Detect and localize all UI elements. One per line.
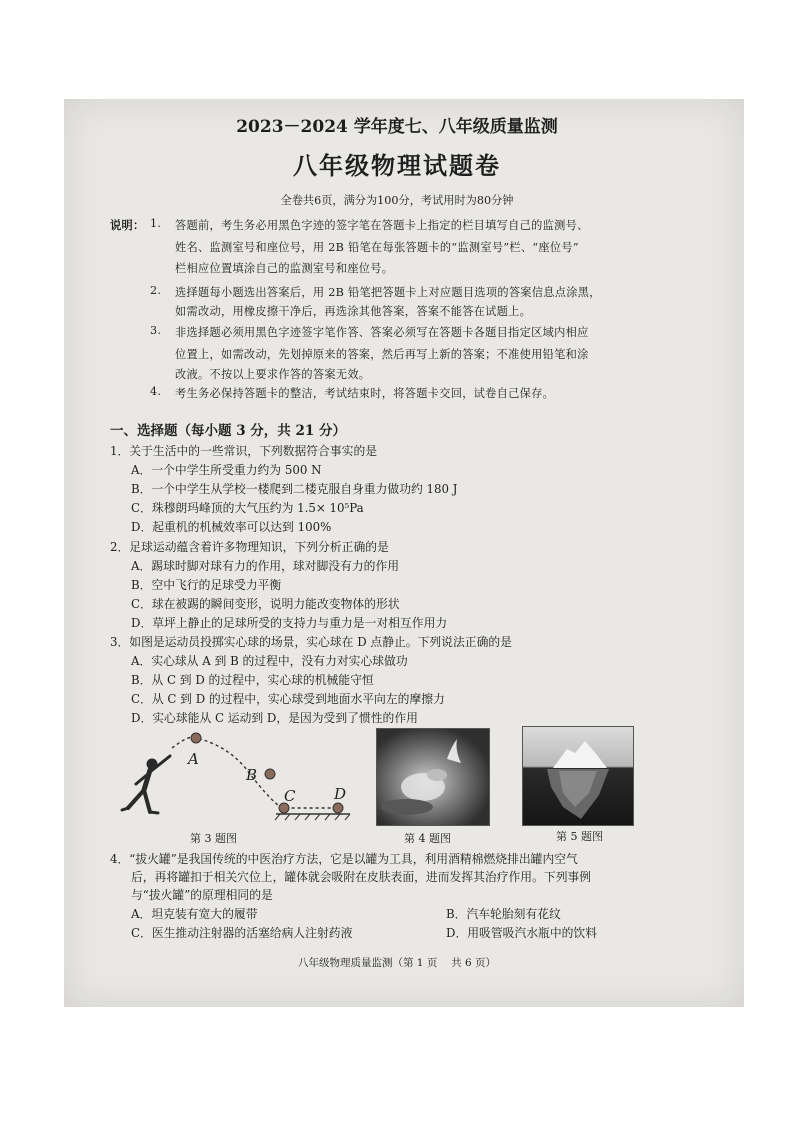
question-4-stem: 后，再将罐扣于相关穴位上，罐体就会吸附在皮肤表面，进而发挥其治疗作用。下列事例: [131, 870, 592, 884]
instruction-3-line: 非选择题必须用黑色字迹签字笔作答、答案必须写在答题卡各题目指定区域内相应: [175, 326, 589, 339]
question-2-stem: 2．足球运动蕴含着许多物理知识，下列分析正确的是: [110, 540, 389, 554]
figure-4-photo: [376, 728, 490, 826]
instruction-3-num: 3.: [150, 324, 162, 337]
question-2-option-a: A．踢球时脚对球有力的作用，球对脚没有力的作用: [131, 559, 400, 573]
exam-meta: 全卷共6页，满分为100分，考试用时为80分钟: [280, 194, 514, 207]
question-4-option-d: D．用吸管吸汽水瓶中的饮料: [446, 926, 598, 940]
question-1-option-c: C．珠穆朗玛峰顶的大气压约为 1.5× 10⁵Pa: [131, 501, 364, 515]
label-b: B: [246, 766, 258, 784]
question-2-option-c: C．球在被踢的瞬间变形，说明力能改变物体的形状: [131, 597, 400, 611]
figure-5-caption: 第 5 题图: [556, 830, 603, 843]
figure-3-diagram: [110, 726, 370, 826]
ball-d-icon: [333, 803, 343, 813]
label-d: D: [334, 785, 347, 803]
question-1-stem: 1．关于生活中的一些常识，下列数据符合事实的是: [110, 444, 378, 458]
instruction-4-line: 考生务必保持答题卡的整洁，考试结束时，将答题卡交回，试卷自己保存。: [175, 387, 555, 400]
exam-title: 八年级物理试题卷: [293, 151, 501, 180]
question-4-stem: 4．“拔火罐”是我国传统的中医治疗方法，它是以罐为工具，利用酒精棉燃烧排出罐内空气: [110, 852, 578, 866]
instruction-2-num: 2.: [150, 284, 162, 297]
question-4-stem: 与“拔火罐”的原理相同的是: [131, 888, 273, 902]
question-3-stem: 3．如图是运动员投掷实心球的场景，实心球在 D 点静止。下列说法正确的是: [110, 635, 512, 649]
figure-3-caption: 第 3 题图: [190, 832, 237, 845]
instruction-4-num: 4.: [150, 385, 162, 398]
section-title: 一、选择题（每小题 3 分，共 21 分）: [110, 423, 346, 439]
question-4-option-c: C．医生推动注射器的活塞给病人注射药液: [131, 926, 353, 940]
figure-4-caption: 第 4 题图: [404, 832, 451, 845]
instruction-2-line: 选择题每小题选出答案后，用 2B 铅笔把答题卡上对应题目选项的答案信息点涂黑，: [175, 286, 601, 299]
label-a: A: [188, 750, 199, 768]
question-1-option-d: D．起重机的机械效率可以达到 100%: [131, 520, 332, 534]
instruction-1-line: 姓名、监测室号和座位号，用 2B 铅笔在每张答题卡的“监测室号”栏、“座位号”: [175, 241, 579, 254]
question-1-option-a: A．一个中学生所受重力约为 500 N: [131, 463, 322, 477]
instruction-3-line: 位置上，如需改动，先划掉原来的答案，然后再写上新的答案；不准使用铅笔和涂: [175, 348, 589, 361]
question-2-option-b: B．空中飞行的足球受力平衡: [131, 578, 282, 592]
question-3-option-c: C．从 C 到 D 的过程中，实心球受到地面水平向左的摩擦力: [131, 692, 445, 706]
instruction-1-line: 栏相应位置填涂自己的监测室号和座位号。: [175, 262, 394, 275]
question-2-option-d: D．草坪上静止的足球所受的支持力与重力是一对相互作用力: [131, 616, 448, 630]
instructions-label: 说明：: [110, 218, 145, 232]
question-1-option-b: B．一个中学生从学校一楼爬到二楼克服自身重力做功约 180 J: [131, 482, 458, 496]
instruction-3-line: 改液。不按以上要求作答的答案无效。: [175, 368, 371, 381]
instruction-2-line: 如需改动，用橡皮擦干净后，再选涂其他答案，答案不能答在试题上。: [175, 305, 532, 318]
page-footer: 八年级物理质量监测（第 1 页 共 6 页）: [297, 957, 497, 969]
question-4-option-a: A．坦克装有宽大的履带: [131, 907, 258, 921]
exam-title-line1: 2023－2024 学年度七、八年级质量监测: [236, 117, 558, 137]
ball-b-icon: [265, 769, 275, 779]
label-c: C: [284, 787, 296, 805]
question-3-option-a: A．实心球从 A 到 B 的过程中，没有力对实心球做功: [131, 654, 408, 668]
ball-a-icon: [191, 733, 201, 743]
figure-5-photo: [522, 726, 634, 826]
question-3-option-b: B．从 C 到 D 的过程中，实心球的机械能守恒: [131, 673, 374, 687]
instruction-1-num: 1.: [150, 217, 162, 230]
instruction-1-line: 答题前，考生务必用黑色字迹的签字笔在答题卡上指定的栏目填写自己的监测号、: [175, 219, 589, 232]
question-3-option-d: D．实心球能从 C 运动到 D，是因为受到了惯性的作用: [131, 711, 418, 725]
athlete-figure: [122, 756, 170, 813]
question-4-option-b: B．汽车轮胎刻有花纹: [446, 907, 561, 921]
